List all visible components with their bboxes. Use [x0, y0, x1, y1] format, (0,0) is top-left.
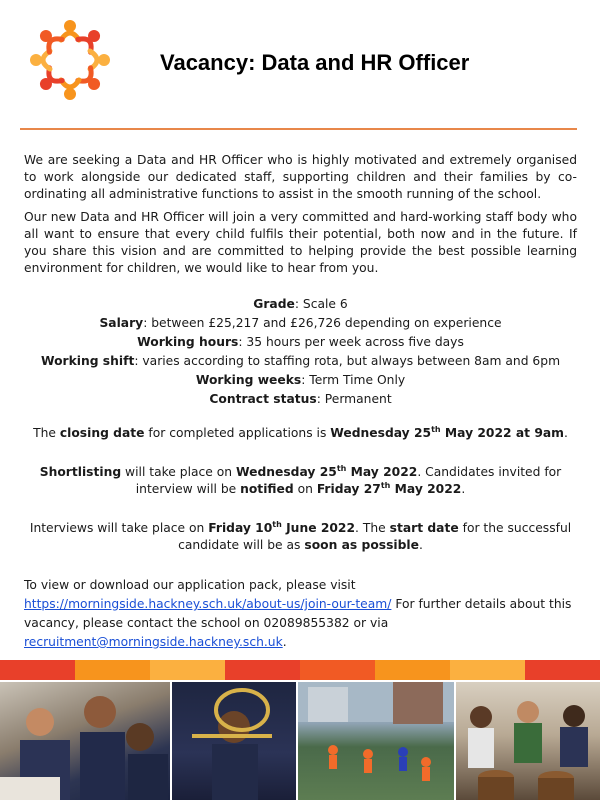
recruitment-email-link[interactable]: recruitment@morningside.hackney.sch.uk [24, 635, 283, 649]
header-divider [20, 128, 577, 130]
detail-grade: Grade: Scale 6 [253, 297, 348, 311]
logo-figure-head [64, 20, 76, 32]
drumming-photo-icon [456, 682, 600, 800]
detail-salary: Salary: between £25,217 and £26,726 depending on experience [99, 316, 502, 330]
logo-figure-head [98, 54, 110, 66]
shortlisting-info: Shortlisting will take place on Wednesday 25th May 2022. Candidates invited for interview will be notified on Friday 27th May 2022. [39, 463, 562, 496]
closing-date: The closing date for completed applications is Wednesday 25th May 2022 at 9am. [33, 424, 568, 440]
sun-figures-icon [30, 20, 110, 100]
photo-children-classroom [0, 682, 170, 800]
color-stripe [225, 660, 300, 680]
logo-figure-head [64, 88, 76, 100]
application-pack-link[interactable]: https://morningside.hackney.sch.uk/about-us/join-our-team/ [24, 597, 392, 611]
school-logo [20, 10, 120, 110]
color-stripe-bar [0, 660, 600, 680]
trombone-photo-icon [172, 682, 296, 800]
photo-trombone-player [172, 682, 296, 800]
classroom-photo-icon [0, 682, 170, 800]
photo-strip [0, 682, 600, 800]
color-stripe [150, 660, 225, 680]
intro-paragraph-2: Our new Data and HR Officer will join a very committed and hard-working staff body who all want to ensure that every child fulfils their potential, both now and in the future. If you share this vision and are committed to helping provide the best possible learning environment for children, we would like to hear from you. [24, 210, 577, 275]
contact-info: To view or download our application pack, please visit https://morningside.hackney.sch.uk/about-us/join-our-team/ For further details about this vacancy, please contact the school on 02089855382 or via recruitment@morningside.hackney.sch.uk. [24, 578, 572, 649]
football-photo-icon [298, 682, 454, 800]
color-stripe [450, 660, 525, 680]
detail-working-hours: Working hours: 35 hours per week across five days [137, 335, 464, 349]
interview-info: Interviews will take place on Friday 10th June 2022. The start date for the successful candidate will be as soon as possible. [29, 519, 572, 552]
job-details [24, 295, 577, 409]
photo-drumming-class [456, 682, 600, 800]
photo-football-pitch [298, 682, 454, 800]
detail-working-weeks: Working weeks: Term Time Only [195, 373, 406, 387]
logo-figure-head [30, 54, 42, 66]
page-title: Vacancy: Data and HR Officer [160, 50, 470, 75]
color-stripe [300, 660, 375, 680]
intro-paragraph-1: We are seeking a Data and HR Officer who is highly motivated and extremely organised to work alongside our dedicated staff, supporting children and their families by co-ordinating all administrative functions to assist in the smooth running of the school. [24, 153, 577, 201]
color-stripe [525, 660, 600, 680]
detail-working-shift: Working shift: varies according to staffing rota, but always between 8am and 6pm [40, 354, 561, 368]
vacancy-body [24, 152, 577, 658]
color-stripe [375, 660, 450, 680]
color-stripe [0, 660, 75, 680]
color-stripe [75, 660, 150, 680]
detail-contract-status: Contract status: Permanent [209, 392, 392, 406]
